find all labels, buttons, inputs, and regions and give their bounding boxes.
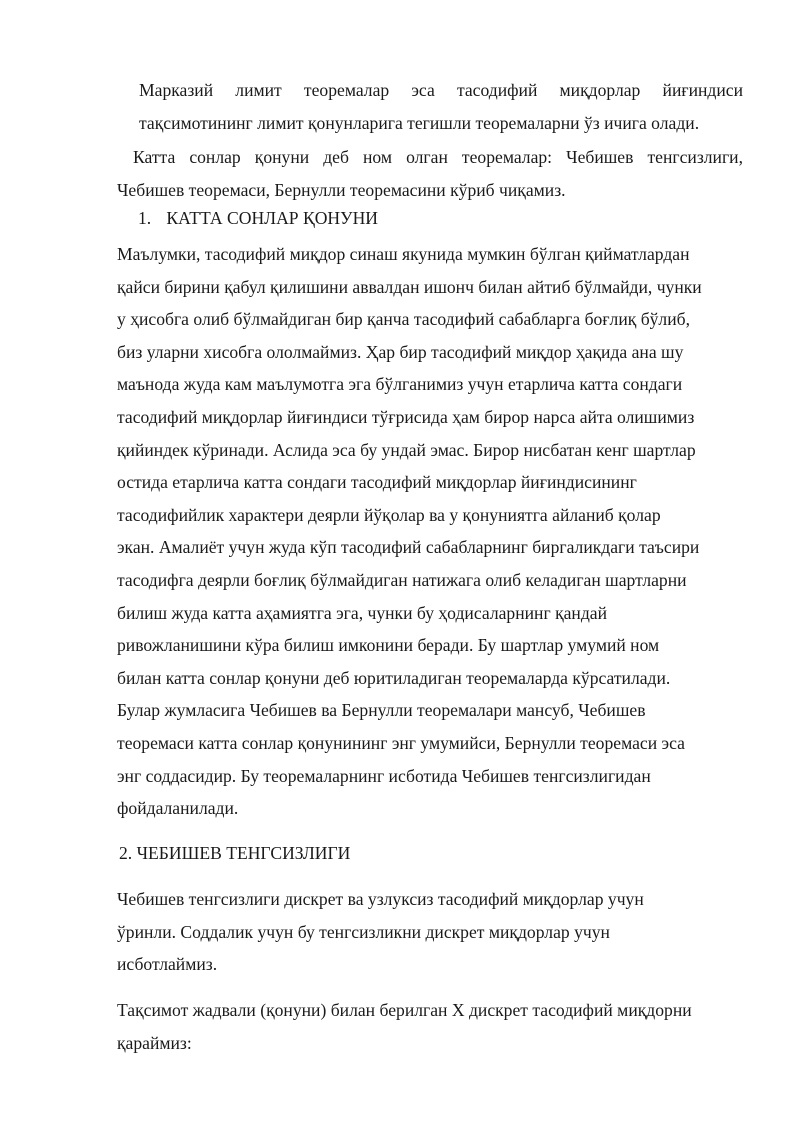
text-line: ўринли. Соддалик учун бу тенгсизликни дискрет миқдорлар учун bbox=[117, 921, 610, 942]
text-line: экан. Амалиёт учун жуда кўп тасодифий сабабларнинг биргаликдаги таъсири bbox=[117, 537, 700, 558]
section-number: 1. bbox=[138, 208, 152, 228]
text-line: фойдаланилади. bbox=[117, 798, 239, 819]
section-heading-2: 2. ЧЕБИШЕВ ТЕНГСИЗЛИГИ bbox=[119, 843, 351, 863]
body-paragraph bbox=[117, 883, 757, 981]
intro-paragraph bbox=[117, 141, 743, 207]
text-line: у ҳисобга олиб бўлмайдиган бир қанча тасодифий сабабларга боғлиқ бўлиб, bbox=[117, 309, 690, 330]
text-line: Чебишев тенгсизлиги дискрет ва узлуксиз тасодифий миқдорлар учун bbox=[117, 889, 644, 909]
text-line: Булар жумласига Чебишев ва Бернулли теоремалари мансуб, Чебишев bbox=[117, 700, 646, 721]
text-line: тақсимотининг лимит қонунларига тегишли теоремаларни ўз ичига олади. bbox=[139, 113, 700, 133]
text-line: энг соддасидир. Бу теоремаларнинг исботида Чебишев тенгсизлигидан bbox=[117, 765, 651, 786]
text-line: ривожланишини кўра билиш имконини беради. Бу шартлар умумий ном bbox=[117, 635, 660, 656]
text-line: Чебишев теоремаси, Бернулли теоремасини кўриб чиқамиз. bbox=[117, 180, 566, 200]
text-line: Марказий лимит теоремалар эса тасодифий миқдорлар йиғиндиси bbox=[139, 80, 743, 100]
text-line: қайси бирини қабул қилишини аввалдан ишонч билан айтиб бўлмайди, чунки bbox=[117, 276, 702, 297]
text-line: Маълумки, тасодифий миқдор синаш якунида мумкин бўлган қийматлардан bbox=[117, 244, 690, 264]
text-line: тасодифий миқдорлар йиғиндиси тўғрисида ҳам бирор нарса айта олишимиз bbox=[117, 406, 695, 427]
text-line: биз уларни хисобга ололмаймиз. Ҳар бир тасодифий миқдор ҳақида ана шу bbox=[117, 341, 684, 362]
body-paragraph bbox=[117, 238, 757, 825]
text-line: теоремаси катта сонлар қонунининг энг умумийси, Бернулли теоремаси эса bbox=[117, 732, 685, 753]
section-heading-1 bbox=[138, 204, 378, 232]
text-line: билан катта сонлар қонуни деб юритиладиган теоремаларда кўрсатилади. bbox=[117, 667, 671, 688]
intro-paragraph-indented bbox=[139, 74, 743, 140]
text-line: Катта сонлар қонуни деб ном олган теоремалар: Чебишев тенгсизлиги, bbox=[133, 147, 743, 167]
text-line: тасодифийлик характери деярли йўқолар ва у қонуниятга айланиб қолар bbox=[117, 504, 661, 525]
text-line: қараймиз: bbox=[117, 1032, 192, 1053]
section-title: КАТТА СОНЛАР ҚОНУНИ bbox=[166, 208, 379, 228]
text-line: маънода жуда кам маълумотга эга бўлганимиз учун етарлича катта сондаги bbox=[117, 374, 683, 395]
text-line: остида етарлича катта сондаги тасодифий миқдорлар йиғиндисининг bbox=[117, 472, 637, 493]
text-line: билиш жуда катта аҳамиятга эга, чунки бу ҳодисаларнинг қандай bbox=[117, 602, 608, 623]
text-line: тасодифга деярли боғлиқ бўлмайдиган натижага олиб келадиган шартларни bbox=[117, 569, 687, 590]
text-line: исботлаймиз. bbox=[117, 954, 218, 974]
body-paragraph bbox=[117, 994, 757, 1059]
text-line: қийиндек кўринади. Аслида эса бу ундай эмас. Бирор нисбатан кенг шартлар bbox=[117, 439, 696, 460]
text-line: Тақсимот жадвали (қонуни) билан берилган X дискрет тасодифий миқдорни bbox=[117, 1000, 692, 1020]
